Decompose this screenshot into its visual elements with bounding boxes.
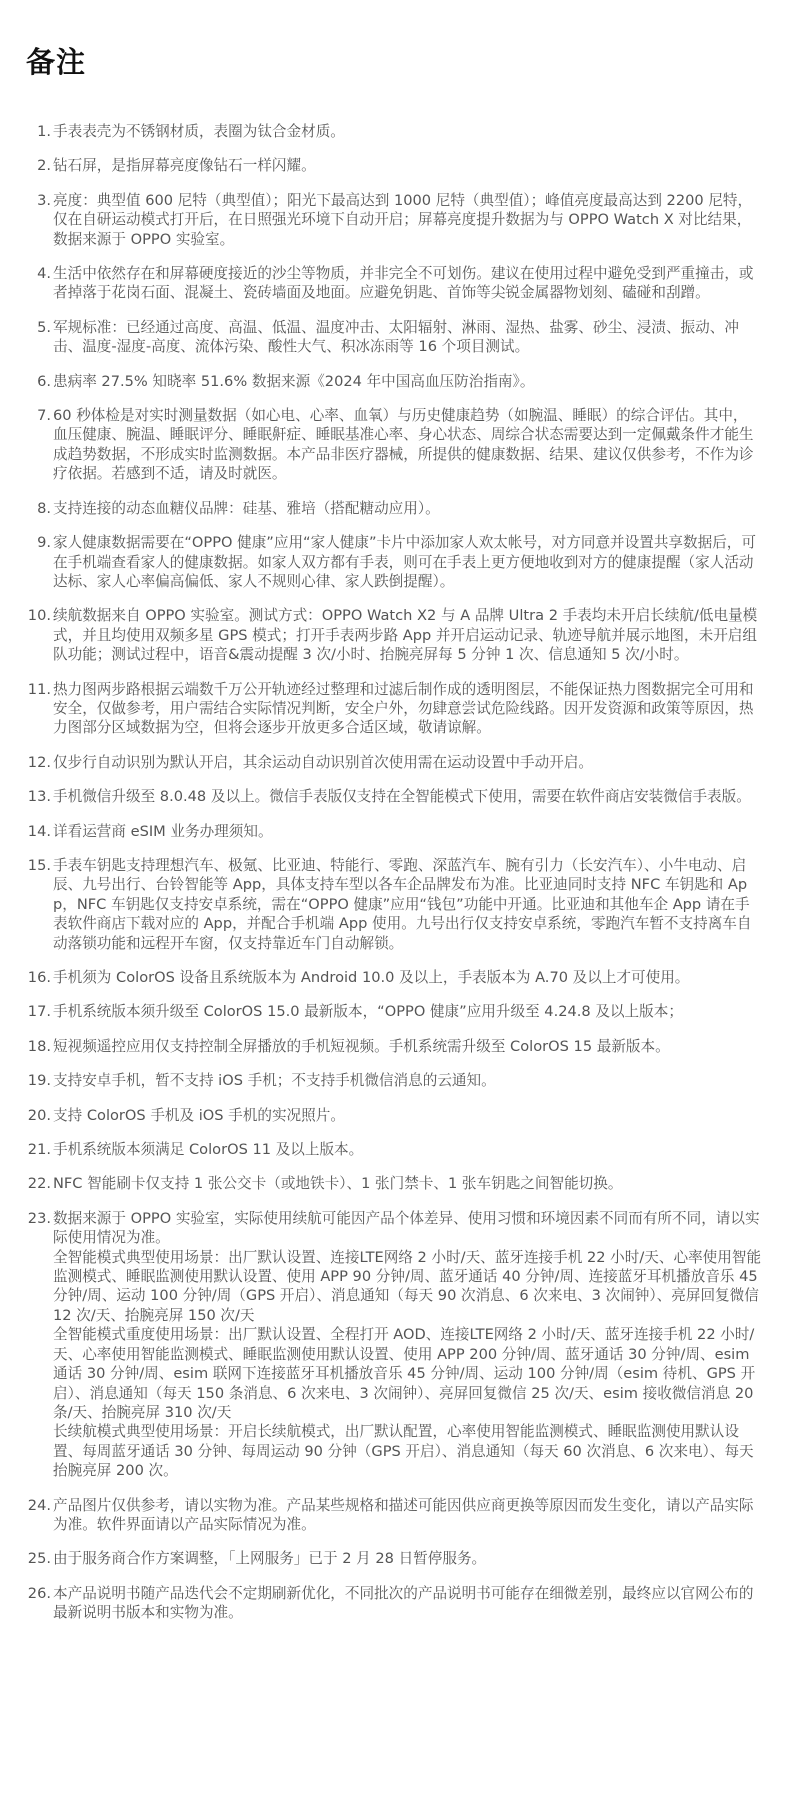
note-text: 产品图片仅供参考，请以实物为准。产品某些规格和描述可能因供应商更换等原因而发生变化，请以产品实际为准。软件界面请以产品实际情况为准。 bbox=[53, 1496, 754, 1533]
note-item bbox=[26, 264, 762, 303]
note-item bbox=[26, 1002, 762, 1021]
note-item bbox=[26, 156, 762, 175]
note-number: 12. bbox=[27, 753, 51, 771]
notes-list bbox=[26, 122, 762, 1623]
note-item bbox=[26, 856, 762, 953]
note-item bbox=[26, 968, 762, 987]
note-text: 患病率 27.5% 知晓率 51.6% 数据来源《2024 年中国高血压防治指南》。 bbox=[53, 372, 535, 390]
note-text: 数据来源于 OPPO 实验室，实际使用续航可能因产品个体差异、使用习惯和环境因素不同而有所不同，请以实际使用情况为准。 全智能模式典型使用场景：出厂默认设置、连接LTE网络 2 小时/天、蓝牙连接手机 22 小时/天、心率使用智能监测模式、睡眠监测使用默认设置、使用 APP 90 分钟/周、蓝牙通话 40 分钟/周、连接蓝牙耳机播放音乐 45 分钟/周、运动 100 分钟/周（GPS 开启）、消息通知（每天 90 次消息、6 次来电、3 次闹钟）、亮屏回复微信 12 次/天、抬腕亮屏 150 次/天 全智能模式重度使用场景：出厂默认设置、全程打开 AOD、连接LTE网络 2 小时/天、蓝牙连接手机 22 小时/天、心率使用智能监测模式、睡眠监测使用默认设置、使用 APP 200 分钟/周、蓝牙通话 30 分钟/周、esim 通话 30 分钟/周、esim 联网下连接蓝牙耳机播放音乐 45 分钟/周、运动 100 分钟/周（esim 待机、GPS 开启）、消息通知（每天 150 条消息、6 次来电、3 次闹钟）、亮屏回复微信 25 次/天、esim 接收微信消息 20 条/天、抬腕亮屏 310 次/天 长续航模式典型使用场景：开启长续航模式，出厂默认配置，心率使用智能监测模式、睡眠监测使用默认设置、每周蓝牙通话 30 分钟、每周运动 90 分钟（GPS 开启）、消息通知（每天 60 次消息、6 次来电）、每天抬腕亮屏 200 次。 bbox=[53, 1209, 762, 1480]
note-item bbox=[26, 1071, 762, 1090]
note-text: 生活中依然存在和屏幕硬度接近的沙尘等物质，并非完全不可划伤。建议在使用过程中避免受到严重撞击，或者掉落于花岗石面、混凝土、瓷砖墙面及地面。应避免钥匙、首饰等尖锐金属器物划刻、磕碰和刮蹭。 bbox=[53, 265, 754, 302]
note-number: 24. bbox=[27, 1496, 51, 1514]
note-number: 21. bbox=[27, 1141, 51, 1159]
note-number: 5. bbox=[37, 318, 51, 336]
note-number: 22. bbox=[27, 1175, 51, 1193]
note-text: 支持安卓手机，暂不支持 iOS 手机；不支持手机微信消息的云通知。 bbox=[53, 1072, 496, 1090]
note-item bbox=[26, 406, 762, 484]
note-item bbox=[26, 1584, 762, 1623]
note-number: 2. bbox=[37, 157, 51, 175]
note-item bbox=[26, 372, 762, 391]
note-number: 11. bbox=[27, 680, 51, 698]
note-number: 23. bbox=[27, 1209, 51, 1227]
note-text: 手机系统版本须满足 ColorOS 11 及以上版本。 bbox=[53, 1141, 364, 1159]
note-text: 仅步行自动识别为默认开启，其余运动自动识别首次使用需在运动设置中手动开启。 bbox=[53, 753, 593, 771]
note-number: 18. bbox=[27, 1037, 51, 1055]
note-text: 亮度：典型值 600 尼特（典型值）；阳光下最高达到 1000 尼特（典型值）；峰值亮度最高达到 2200 尼特，仅在自研运动模式打开后，在日照强光环境下自动开启；屏幕亮度提升数据为与 OPPO Watch X 对比结果，数据来源于 OPPO 实验室。 bbox=[53, 191, 753, 248]
note-number: 6. bbox=[37, 372, 51, 390]
note-number: 13. bbox=[27, 788, 51, 806]
note-text: 手机微信升级至 8.0.48 及以上。微信手表版仅支持在全智能模式下使用，需要在软件商店安装微信手表版。 bbox=[53, 788, 751, 806]
note-text: 续航数据来自 OPPO 实验室。测试方式：OPPO Watch X2 与 A 品牌 Ultra 2 手表均未开启长续航/低电量模式，并且均使用双频多星 GPS 模式；打开手表两步路 App 并开启运动记录、轨迹导航并展示地图，未开启组队功能；测试过程中，语音&震动提醒 3 次/小时、抬腕亮屏每 5 分钟 1 次、信息通知 5 次/小时。 bbox=[53, 607, 758, 664]
note-number: 7. bbox=[37, 407, 51, 425]
note-text: 热力图两步路根据云端数千万公开轨迹经过整理和过滤后制作成的透明图层，不能保证热力图数据完全可用和安全，仅做参考，用户需结合实际情况判断，安全户外，勿肆意尝试危险线路。因开发资源和政策等原因，热力图部分区域数据为空，但将会逐步开放更多合适区域，敬请谅解。 bbox=[53, 680, 754, 737]
note-text: 钻石屏，是指屏幕亮度像钻石一样闪耀。 bbox=[53, 157, 316, 175]
note-number: 8. bbox=[37, 499, 51, 517]
note-text: 本产品说明书随产品迭代会不定期刷新优化，不同批次的产品说明书可能存在细微差别，最终应以官网公布的最新说明书版本和实物为准。 bbox=[53, 1584, 754, 1622]
note-text: 手机须为 ColorOS 设备且系统版本为 Android 10.0 及以上，手表版本为 A.70 及以上才可使用。 bbox=[53, 969, 690, 986]
note-item bbox=[26, 1496, 762, 1535]
note-item bbox=[26, 1209, 762, 1481]
note-item bbox=[26, 1549, 762, 1568]
note-text: 支持 ColorOS 手机及 iOS 手机的实况照片。 bbox=[53, 1106, 345, 1124]
note-item bbox=[26, 499, 762, 518]
note-item bbox=[26, 822, 762, 841]
note-text: NFC 智能刷卡仅支持 1 张公交卡（或地铁卡）、1 张门禁卡、1 张车钥匙之间智能切换。 bbox=[53, 1175, 623, 1193]
note-text: 短视频遥控应用仅支持控制全屏播放的手机短视频。手机系统需升级至 ColorOS 15 最新版本。 bbox=[53, 1037, 670, 1055]
note-number: 9. bbox=[37, 534, 51, 552]
note-item bbox=[26, 680, 762, 738]
note-text: 手表车钥匙支持理想汽车、极氪、比亚迪、特能行、零跑、深蓝汽车、腕有引力（长安汽车）、小牛电动、启辰、九号出行、台铃智能等 App，具体支持车型以各车企品牌发布为准。比亚迪同时支持 NFC 车钥匙和 App，NFC 车钥匙仅支持安卓系统，需在“OPPO 健康”应用“钱包”功能中开通。比亚迪和其他车企 App 请在手表软件商店下载对应的 App，并配合手机端 App 使用。九号出行仅支持安卓系统，零跑汽车暂不支持离车自动落锁功能和远程开车窗，仅支持靠近车门自动解锁。 bbox=[53, 856, 752, 952]
note-item bbox=[26, 1174, 762, 1193]
note-text: 军规标准：已经通过高度、高温、低温、温度冲击、太阳辐射、淋雨、湿热、盐雾、砂尘、浸渍、振动、冲击、温度-湿度-高度、流体污染、酸性大气、积冰冻雨等 16 个项目测试。 bbox=[53, 318, 739, 356]
note-number: 4. bbox=[37, 265, 51, 283]
page-title: 备注 bbox=[26, 45, 87, 79]
note-number: 17. bbox=[27, 1003, 51, 1021]
note-text: 家人健康数据需要在“OPPO 健康”应用“家人健康”卡片中添加家人欢太帐号，对方同意并设置共享数据后，可在手机端查看家人的健康数据。如家人双方都有手表，则可在手表上更方便地收到对方的健康提醒（家人活动达标、家人心率偏高偏低、家人不规则心律、家人跌倒提醒）。 bbox=[53, 534, 756, 590]
note-text: 手表表壳为不锈钢材质，表圈为钛合金材质。 bbox=[53, 123, 345, 140]
note-text: 详看运营商 eSIM 业务办理须知。 bbox=[53, 822, 273, 840]
note-item bbox=[26, 191, 762, 249]
note-number: 26. bbox=[27, 1584, 51, 1602]
note-number: 1. bbox=[37, 123, 51, 140]
note-item bbox=[26, 753, 762, 772]
note-number: 15. bbox=[27, 856, 51, 874]
note-text: 手机系统版本须升级至 ColorOS 15.0 最新版本，“OPPO 健康”应用升级至 4.24.8 及以上版本； bbox=[53, 1003, 683, 1021]
note-item bbox=[26, 1037, 762, 1056]
note-item bbox=[26, 606, 762, 664]
note-number: 25. bbox=[27, 1550, 51, 1568]
note-number: 14. bbox=[27, 822, 51, 840]
note-item bbox=[26, 122, 762, 141]
note-number: 16. bbox=[27, 969, 51, 986]
note-item bbox=[26, 318, 762, 357]
note-text: 60 秒体检是对实时测量数据（如心电、心率、血氧）与历史健康趋势（如腕温、睡眠）的综合评估。其中，血压健康、腕温、睡眠评分、睡眠鼾症、睡眠基准心率、身心状态、周综合状态需要达到一定佩戴条件才能生成趋势数据，不形成实时监测数据。本产品非医疗器械，所提供的健康数据、结果、建议仅供参考，不作为诊疗依据。若感到不适，请及时就医。 bbox=[53, 407, 754, 483]
note-number: 19. bbox=[27, 1072, 51, 1090]
note-text: 支持连接的动态血糖仪品牌：硅基、雅培（搭配糖动应用）。 bbox=[53, 499, 440, 517]
note-number: 3. bbox=[37, 191, 51, 209]
note-number: 10. bbox=[27, 607, 51, 625]
note-item bbox=[26, 533, 762, 591]
note-item bbox=[26, 1140, 762, 1159]
note-number: 20. bbox=[27, 1106, 51, 1124]
note-item bbox=[26, 787, 762, 806]
note-item bbox=[26, 1106, 762, 1125]
note-text: 由于服务商合作方案调整，「上网服务」已于 2 月 28 日暂停服务。 bbox=[53, 1550, 487, 1568]
